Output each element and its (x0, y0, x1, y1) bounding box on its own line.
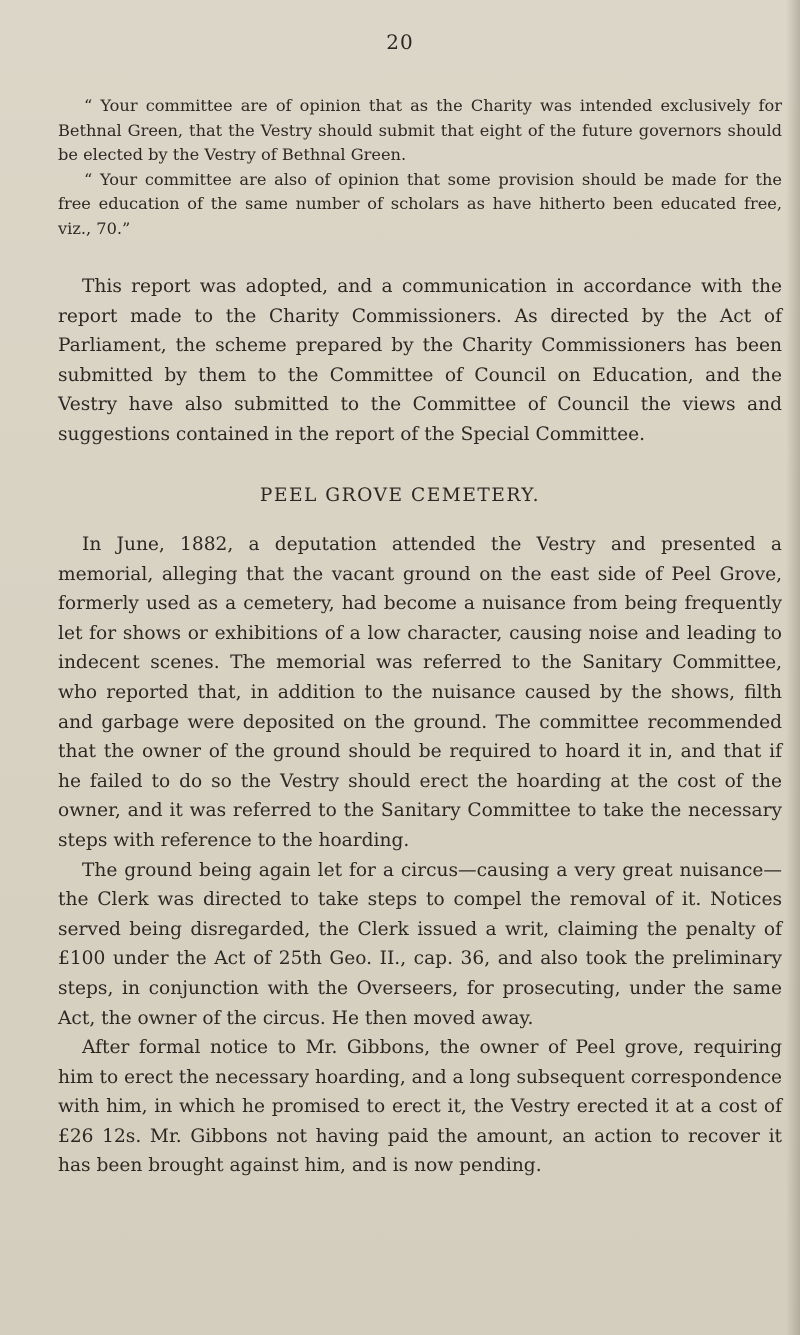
body-paragraph: After formal notice to Mr. Gibbons, the owner of Peel grove, requiring him to erect the necessary hoarding, and a long subsequent correspondence with him, in which he promised to erect it, the Vestry erected it at a cost of £26 12s. Mr. Gibbons not having paid the amount, an action to recover it has been brought against him, and is now pending. (58, 1037, 782, 1177)
committee-quote (58, 94, 782, 241)
peel-grove-section-text (58, 530, 782, 1181)
quote-paragraph: “ Your committee are of opinion that as the Charity was intended exclusively for Bethnal Green, that the Vestry should submit that eight of the future governors should be elected by the Vestry of Bethnal Green. (58, 96, 782, 164)
page-number: 20 (386, 30, 414, 54)
body-paragraph: In June, 1882, a deputation attended the Vestry and presented a memorial, alleging that the vacant ground on the east side of Peel Grove, formerly used as a cemetery, had become a nuisance from being frequently let for shows or exhibitions of a low character, causing noise and leading to indecent scenes. The memorial was referred to the Sanitary Committee, who reported that, in addition to the nuisance caused by the shows, filth and garbage were deposited on the ground. The committee recommended that the owner of the ground should be required to hoard it in, and that if he failed to do so the Vestry should erect the hoarding at the cost of the owner, and it was referred to the Sanitary Committee to take the necessary steps with reference to the hoarding. (58, 534, 782, 851)
body-paragraph: This report was adopted, and a communication in accordance with the report made to the Charity Commissioners. As directed by the Act of Parliament, the scheme prepared by the Charity Commissioners has been submitted by them to the Committee of Council on Education, and the Vestry have also submitted to the Committee of Council the views and suggestions contained in the report of the Special Committee. (58, 276, 782, 445)
body-paragraph: The ground being again let for a circus—causing a very great nuisance—the Clerk was directed to take steps to compel the removal of it. Notices served being disregarded, the Clerk issued a writ, claiming the penalty of £100 under the Act of 25th Geo. II., cap. 36, and also took the preliminary steps, in conjunction with the Overseers, for prosecuting, under the same Act, the owner of the circus. He then moved away. (58, 859, 782, 1029)
page-edge-shadow (786, 0, 800, 1335)
section-heading: PEEL GROVE CEMETERY. (259, 485, 541, 506)
report-adopted-paragraph-block (58, 272, 782, 450)
quote-paragraph: “ Your committee are also of opinion that some provision should be made for the free education of the same number of scholars as have hitherto been educated free, viz., 70.” (58, 169, 782, 238)
